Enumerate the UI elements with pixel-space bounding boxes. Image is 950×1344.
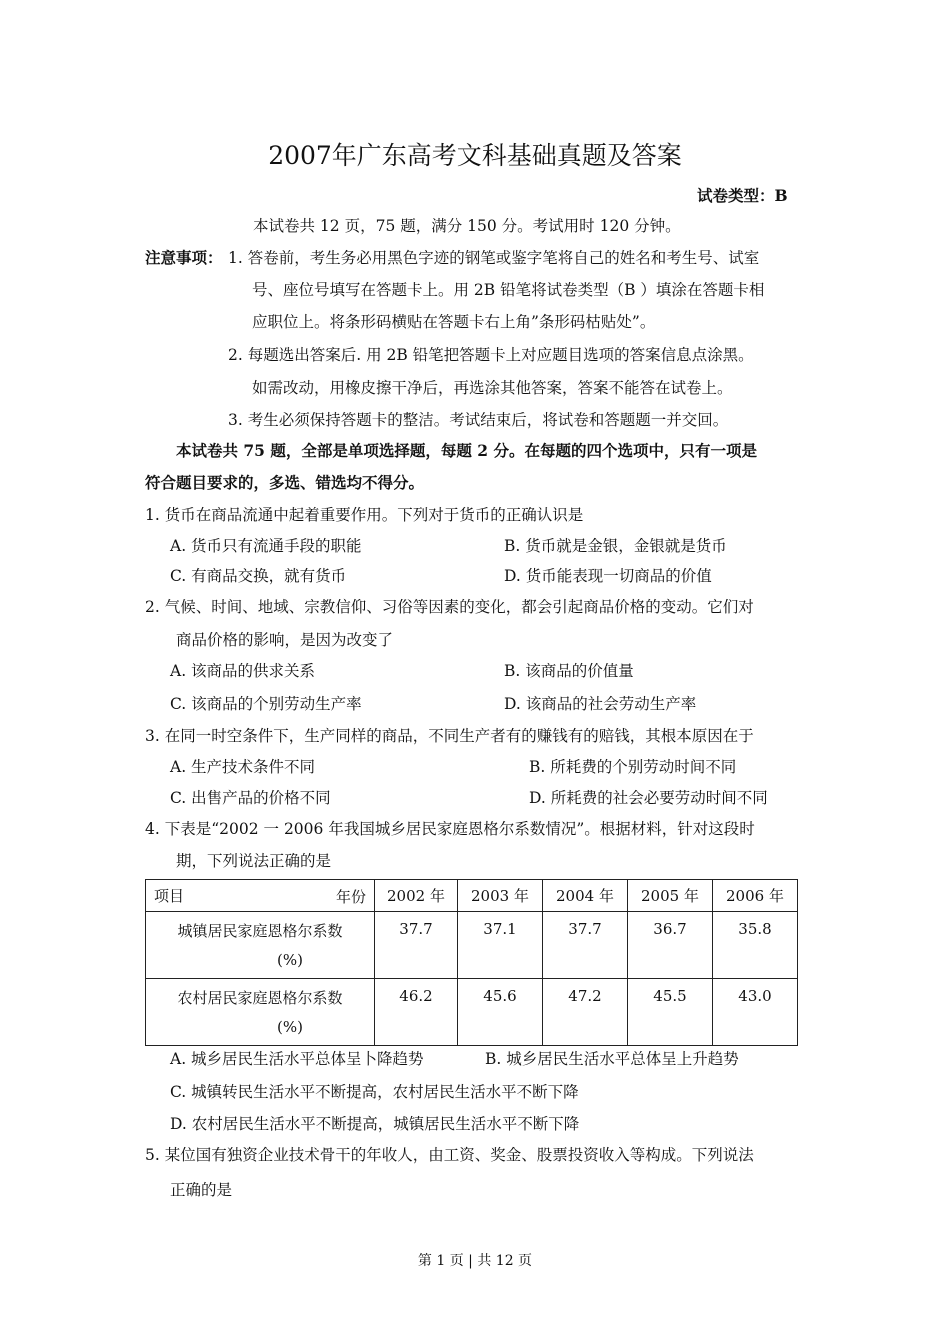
table-row — [146, 912, 798, 979]
notice-line-1: 1. 答卷前，考生务必用黑色字迹的钢笔或鉴字笔将自己的姓名和考生号、试室 — [228, 249, 760, 267]
notice-label: 注意事项： — [145, 248, 223, 267]
notice-line-2: 号、座位号填写在答题卡上。用 2B 铅笔将试卷类型（B ）填涂在答题卡相 — [252, 281, 765, 299]
q4-option-a: A. 城乡居民生活水平总体呈卜降趋势 — [170, 1050, 424, 1068]
table-cell — [628, 979, 713, 1046]
table-corner-cell — [146, 880, 375, 912]
table-cell — [543, 979, 628, 1046]
corner-label-item: 项目 — [154, 887, 185, 905]
q2-stem-2: 商品价格的影响，是因为改变了 — [176, 631, 394, 649]
q3-stem: 3. 在同一时空条件下，生产同样的商品，不同生产者有的赚钱有的赔钱，其根本原因在于 — [145, 727, 754, 745]
table-cell — [543, 912, 628, 979]
instruction-line-1: 本试卷共 75 题，全部是单项选择题，每题 2 分。在每题的四个选项中，只有一项是 — [176, 441, 757, 460]
notice-line-3: 应职位上。将条形码横贴在答题卡右上角”条形码枯贴处”。 — [252, 313, 656, 331]
q2-stem-1: 2. 气候、时间、地域、宗教信仰、习俗等因素的变化，都会引起商品价格的变动。它们对 — [145, 598, 754, 616]
q1-option-b: B. 货币就是金银，金银就是货币 — [504, 537, 727, 555]
table-row-label — [146, 912, 375, 979]
q1-option-a: A. 货币只有流通手段的职能 — [170, 537, 362, 555]
cell-value: 37.7 — [399, 920, 433, 938]
table-year-header: 2004 年 — [543, 880, 628, 912]
table-cell — [458, 979, 543, 1046]
q3-option-d: D. 所耗费的社会必要劳动时间不同 — [529, 789, 768, 807]
page-title: 2007年广东高考文科基础真题及答案 — [268, 141, 682, 170]
cell-value: 35.8 — [738, 920, 772, 938]
table-cell — [713, 979, 798, 1046]
table-row — [146, 979, 798, 1046]
row-label-unit: (%) — [277, 1018, 303, 1036]
q3-option-c: C. 出售产品的价格不同 — [170, 789, 331, 807]
page-footer: 第 1 页 | 共 12 页 — [417, 1253, 533, 1269]
q2-option-d: D. 该商品的社会劳动生产率 — [504, 695, 697, 713]
cell-value: 37.1 — [483, 920, 517, 938]
row-label-unit: (%) — [277, 951, 303, 969]
cell-value: 45.6 — [483, 987, 517, 1005]
instruction-line-2: 符合题目要求的，多选、错选均不得分。 — [145, 473, 425, 492]
q5-stem-1: 5. 某位国有独资企业技术骨干的年收人，由工资、奖金、股票投资收入等构成。下列说法 — [145, 1146, 754, 1164]
q4-option-c: C. 城镇转民生活水平不断提高，农村居民生活水平不断下降 — [170, 1083, 579, 1101]
q1-stem: 1. 货币在商品流通中起着重要作用。下列对于货币的正确认识是 — [145, 506, 584, 524]
table-cell — [458, 912, 543, 979]
table-year-header: 2005 年 — [628, 880, 713, 912]
q1-option-d: D. 货币能表现一切商品的价值 — [504, 567, 712, 585]
q4-stem-2: 期，下列说法正确的是 — [176, 852, 332, 870]
q2-option-c: C. 该商品的个别劳动生产率 — [170, 695, 362, 713]
q1-option-c: C. 有商品交换，就有货币 — [170, 567, 347, 585]
q2-option-b: B. 该商品的价值量 — [504, 662, 634, 680]
notice-line-6: 3. 考生必须保持答题卡的整洁。考试结束后，将试卷和答题题一并交回。 — [228, 411, 729, 429]
table-row-label — [146, 979, 375, 1046]
table-cell — [375, 912, 458, 979]
q5-stem-2: 正确的是 — [170, 1181, 233, 1199]
q3-option-a: A. 生产技术条件不同 — [170, 758, 316, 776]
table-year-header: 2003 年 — [458, 880, 543, 912]
table-cell — [375, 979, 458, 1046]
table-cell — [628, 912, 713, 979]
q3-option-b: B. 所耗费的个别劳动时间不同 — [529, 758, 737, 776]
q4-option-b: B. 城乡居民生活水平总体呈上升趋势 — [485, 1050, 739, 1068]
cell-value: 46.2 — [399, 987, 433, 1005]
cell-value: 47.2 — [568, 987, 602, 1005]
table-year-header: 2006 年 — [713, 880, 798, 912]
table-year-header: 2002 年 — [375, 880, 458, 912]
engel-coefficient-table — [145, 879, 798, 1046]
corner-label-year: 年份 — [335, 888, 366, 906]
row-label-text: 城镇居民家庭恩格尔系数 — [177, 922, 343, 940]
table-cell — [713, 912, 798, 979]
intro-text: 本试卷共 12 页，75 题，满分 150 分。考试用时 120 分钟。 — [253, 217, 681, 235]
row-label-text: 农村居民家庭恩格尔系数 — [177, 989, 343, 1007]
paper-type: 试卷类型：B — [697, 186, 788, 205]
table-header-row — [146, 880, 798, 912]
notice-line-4: 2. 每题选出答案后. 用 2B 铅笔把答题卡上对应题目选项的答案信息点涂黑。 — [228, 346, 754, 364]
q4-stem-1: 4. 下表是“2002 一 2006 年我国城乡居民家庭恩格尔系数情况”。根据材料，针对这段时 — [145, 820, 755, 838]
cell-value: 37.7 — [568, 920, 602, 938]
cell-value: 45.5 — [653, 987, 687, 1005]
notice-line-5: 如需改动，用橡皮擦干净后，再选涂其他答案，答案不能答在试卷上。 — [252, 379, 733, 397]
q4-option-d: D. 农村居民生活水平不断提高，城镇居民生活水平不断下降 — [170, 1115, 580, 1133]
cell-value: 43.0 — [738, 987, 772, 1005]
cell-value: 36.7 — [653, 920, 687, 938]
q2-option-a: A. 该商品的供求关系 — [170, 662, 316, 680]
